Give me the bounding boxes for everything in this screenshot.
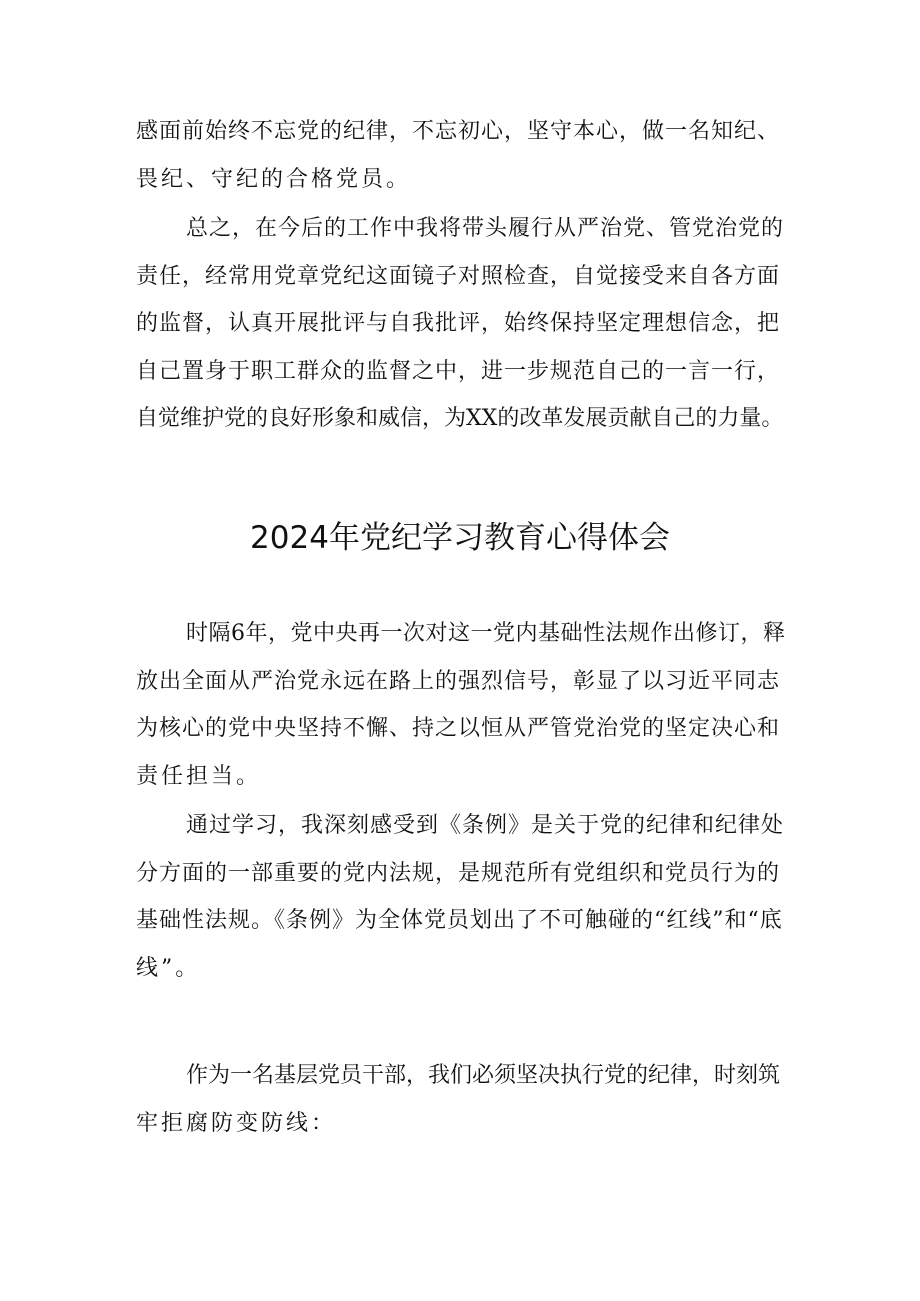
- paragraph-learning: [136, 802, 786, 992]
- text-line: 总之，在今后的工作中我将带头履行从严治党、管党治党的: [186, 216, 785, 241]
- text-line: 的监督，认真开展批评与自我批评，始终保持坚定理想信念，把: [136, 311, 781, 336]
- text-line: 责任，经常用党章党纪这面镜子对照检查，自觉接受来自各方面: [136, 263, 781, 289]
- text-line: 自觉维护党的良好形象和威信，为XX的改革发展贡献自己的力量。: [136, 406, 784, 431]
- text-line: 放出全面从严治党永远在路上的强烈信号，彰显了以习近平同志: [136, 668, 781, 694]
- text-line: 通过学习，我深刻感受到《条例》是关于党的纪律和纪律处: [186, 813, 785, 838]
- paragraph-summary: [136, 205, 786, 443]
- text-line: 牢拒腐防变防线：: [136, 1110, 337, 1136]
- text-line: 时隔6年，党中央再一次对这一党内基础性法规作出修订，释: [186, 621, 786, 646]
- text-line: 作为一名基层党员干部，我们必须坚决执行党的纪律，时刻筑: [186, 1063, 781, 1088]
- paragraph-continuation: [136, 108, 786, 203]
- paragraph-intro: [136, 610, 786, 800]
- text-line: 为核心的党中央坚持不懈、持之以恒从严管党治党的坚定决心和: [136, 716, 781, 741]
- text-line: 自己置身于职工群众的监督之中，进一步规范自己的一言一行，: [136, 358, 781, 384]
- text-line: 畏纪、守纪的合格党员。: [136, 166, 412, 192]
- section-title: 2024年党纪学习教育心得体会: [250, 520, 670, 556]
- text-line: 分方面的一部重要的党内法规，是规范所有党组织和党员行为的: [136, 860, 781, 886]
- text-line: 基础性法规。《条例》为全体党员划出了不可触碰的“红线”和“底: [136, 908, 783, 933]
- paragraph-commitment: [136, 1052, 786, 1147]
- text-line: 线”。: [136, 955, 201, 981]
- text-line: 责任担当。: [136, 763, 262, 789]
- text-line: 感面前始终不忘党的纪律，不忘初心，坚守本心，做一名知纪、: [136, 119, 781, 144]
